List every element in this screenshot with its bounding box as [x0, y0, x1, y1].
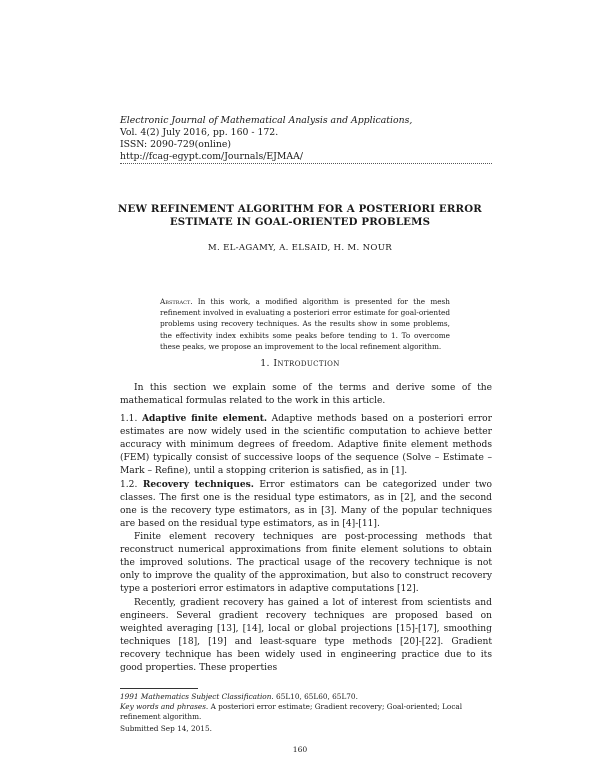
paragraph-recovery	[120, 531, 492, 596]
section-heading	[110, 358, 490, 369]
authors: M. EL-AGAMY, A. ELSAID, H. M. NOUR	[207, 243, 393, 253]
abstract-label: Abstract.	[160, 297, 193, 306]
section-number: 1.	[260, 358, 270, 369]
journal-volume: Vol. 4(2) July 2016, pp. 160 - 172.	[120, 127, 279, 138]
sub12-text: Error estimators can be categorized under two classes. The first one is the residual type estimators, as in [2], and the second one is the recovery type estimators, as in [3]. Many of the popular techniques are based on the residual type estimators, as in [4]-[11].	[120, 480, 492, 529]
journal-url[interactable]: http://fcag-egypt.com/Journals/EJMAA/	[120, 151, 303, 162]
footnote-msc	[120, 692, 492, 702]
sub11-heading: Adaptive finite element.	[141, 413, 268, 424]
abstract	[160, 296, 450, 352]
subsection-1-1	[120, 412, 492, 478]
intro-paragraph	[120, 382, 492, 408]
footnote-rule	[120, 688, 198, 689]
sub12-number: 1.2.	[120, 480, 138, 490]
para3-text: Finite element recovery techniques are post-processing methods that reconstruct numerical approximations from finite element solutions to obtain the improved solutions. The practical usage of the recovery technique is not only to improve the quality of the approximation, but also to construct recovery type a posteriori error estimators in adaptive computations [12].	[120, 532, 492, 594]
subsection-1-2	[120, 478, 492, 531]
header-rule	[120, 163, 492, 164]
footnote-keywords	[120, 702, 492, 723]
msc-codes: 65L10, 65L60, 65L70.	[276, 692, 358, 701]
para4-text: Recently, gradient recovery has gained a lot of interest from scientists and engineers. Several gradient recovery techniques are proposed based on weighted averaging [13], [14], local or global projections [15]-[17], smoothing techniques [18], [19] and least-square type methods [20]-[22]. Gradient recovery technique has been widely used in engineering practice due to its good properties. These properties	[120, 598, 492, 673]
abstract-text: In this work, a modified algorithm is presented for the mesh refinement involved in evaluating a posteriori error estimate for goal-oriented problems using recovery techniques. As the results show in some problems, the effectivity index exhibits some peaks before tending to 1. To overcome these peaks, we propose an improvement to the local refinement algorithm.	[160, 297, 450, 351]
page-number: 160	[292, 745, 308, 754]
kw-label: Key words and phrases.	[120, 702, 209, 711]
journal-name: Electronic Journal of Mathematical Analysis and Applications,	[120, 115, 413, 126]
kw-text: A posteriori error estimate; Gradient recovery; Goal-oriented; Local refinement algorithm.	[120, 702, 463, 722]
sub12-heading: Recovery techniques.	[142, 479, 254, 490]
paper-title-line1: NEW REFINEMENT ALGORITHM FOR A POSTERIORI ERROR	[118, 203, 482, 215]
paragraph-gradient	[120, 597, 492, 675]
journal-issn: ISSN: 2090-729(online)	[120, 139, 231, 150]
intro-text: In this section we explain some of the terms and derive some of the mathematical formulas related to the work in this article.	[120, 383, 492, 406]
sub11-text: Adaptive methods based on a posteriori error estimates are now widely used in the scientific computation to achieve better accuracy with minimum degrees of freedom. Adaptive finite element methods (FEM) typically consist of successive loops of the sequence (Solve – Estimate – Mark – Refine), until a stopping criterion is satisfied, as in [1].	[120, 414, 492, 476]
section-title: Introduction	[273, 358, 340, 369]
footnote-submitted: Submitted Sep 14, 2015.	[120, 724, 212, 733]
sub11-number: 1.1.	[120, 414, 138, 424]
msc-label: 1991 Mathematics Subject Classification.	[120, 692, 274, 701]
paper-title-line2: ESTIMATE IN GOAL-ORIENTED PROBLEMS	[169, 216, 431, 228]
